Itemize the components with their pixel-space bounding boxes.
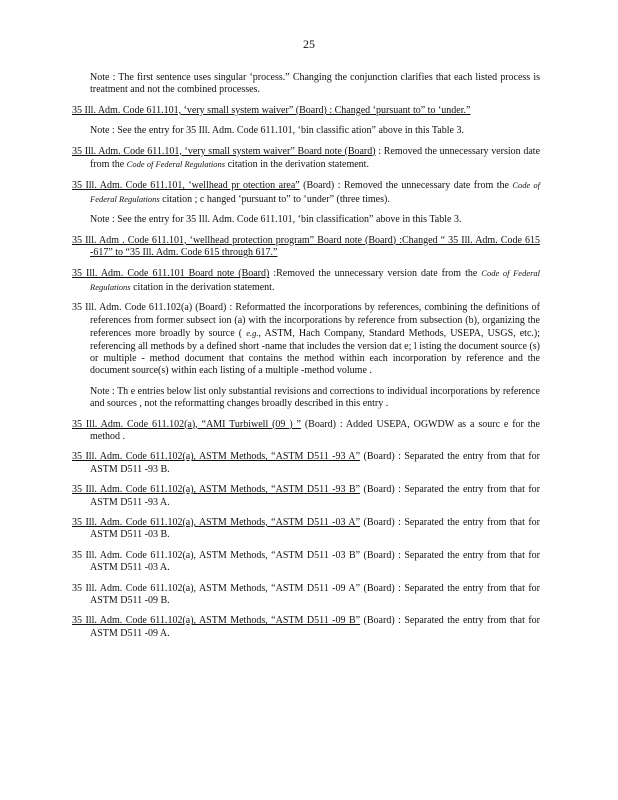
entry-paragraph [72, 550, 540, 575]
entry-paragraph [72, 235, 540, 260]
text-run: 35 Ill. Adm. Code 611.102(a) (Board) : Reformatted the incorporations by references, combining the definitions of references from former subsect ion (a) with the incorporations by reference from subsection (b), organizing the references more broadly by source ( [72, 302, 540, 340]
text-run: Note : See the entry for 35 Ill. Adm. Code 611.101, ‘bin classification” above in this Table 3. [90, 214, 462, 226]
italic-citation: Code of Federal Regulations [90, 180, 540, 204]
text-run: 35 Ill. Adm. Code 611.102(a), ASTM Methods, “ASTM D511 -09 A” (Board) : Separated the entry from that for ASTM D511 -09 B. [72, 582, 540, 606]
entry-paragraph [72, 484, 540, 509]
note-paragraph [72, 214, 540, 226]
entry-paragraph [72, 517, 540, 542]
underlined-entry-heading: 35 Ill. Adm. Code 611.101, ‘very small system waiver” (Board) : Changed ‘pursuant to” to ‘under.” [72, 104, 471, 116]
entry-paragraph [72, 105, 540, 117]
text-run: (Board) : Separated the entry from that for ASTM D511 -93 A. [90, 484, 540, 508]
note-paragraph [72, 386, 540, 411]
italic-citation: Code of Federal Regulations [126, 159, 226, 170]
underlined-entry-heading: 35 Ill. Adm. Code 611.102(a), ASTM Methods, “ASTM D511 -93 A” [72, 451, 361, 463]
underlined-entry-heading: 35 Ill. Adm. Code 611.102(a), ASTM Methods, “ASTM D511 -09 B” [72, 615, 361, 627]
entry-paragraph [72, 583, 540, 608]
underlined-entry-heading: 35 Ill. Adm. Code 611.102(a), “AMI Turbiwell (09 ) ” [72, 418, 301, 430]
entry-paragraph [72, 146, 540, 172]
underlined-entry-heading: 35 Ill. Adm. Code 611.101, ‘very small system waiver” Board note (Board) [72, 145, 376, 157]
text-run: (Board) : Separated the entry from that for ASTM D511 -09 A. [90, 615, 540, 639]
text-run: (Board) : Removed the unnecessary date from the [299, 180, 513, 192]
text-run: Note : See the entry for 35 Ill. Adm. Code 611.101, ‘bin classific ation” above in this Table 3. [90, 125, 464, 137]
text-run: , ASTM, Hach Company, Standard Methods, USEPA, USGS, etc.); referencing all methods by a defined short -name that includes the version dat e; l isting the document source (s) or multiple - method document that contains the method within each incorporation by reference and the document source(s) within each listing of a multiple -method volume . [90, 328, 540, 377]
underlined-entry-heading: 35 Ill. Adm. Code 611.101, ‘wellhead pr otection area” [72, 180, 300, 192]
page-number: 25 [303, 37, 315, 51]
note-paragraph [72, 125, 540, 137]
document-body [72, 72, 540, 648]
note-paragraph [72, 72, 540, 97]
underlined-entry-heading: 35 Ill. Adm. Code 611.102(a), ASTM Methods, “ASTM D511 -93 B” [72, 484, 361, 496]
underlined-entry-heading: 35 Ill. Adm. Code 611.101 Board note (Board) [72, 268, 270, 280]
italic-citation: Code of Federal Regulations [90, 268, 541, 292]
entry-paragraph [72, 451, 540, 476]
text-run: Note : The first sentence uses singular ‘process.” Changing the conjunction clarifies that each listed process is treatment and not the combined processes. [90, 72, 540, 96]
text-run: citation in the derivation statement. [225, 159, 369, 171]
underlined-entry-heading: 35 Ill. Adm. Code 611.102(a), ASTM Methods, “ASTM D511 -03 A” [72, 516, 361, 528]
underlined-entry-heading: 35 Ill. Adm . Code 611.101, ‘wellhead protection program” Board note (Board) :Changed “ 35 Ill. Adm. Code 615 -617” to “35 Ill. Adm. Code 615 through 617.” [72, 234, 540, 259]
entry-paragraph [72, 615, 540, 640]
text-run: citation ; c hanged ‘pursuant to” to ‘under” (three times). [159, 193, 390, 205]
entry-paragraph [72, 302, 540, 377]
text-run: Note : Th e entries below list only substantial revisions and corrections to individual incorporations by reference and sources , not the reformatting changes broadly described in this entry . [90, 385, 540, 410]
entry-paragraph [72, 179, 540, 206]
text-run: (Board) : Separated the entry from that for ASTM D511 -03 B. [90, 516, 540, 541]
text-run: :Removed the unnecessary version date from the [269, 268, 482, 280]
text-run: 35 Ill. Adm. Code 611.102(a), ASTM Methods, “ASTM D511 -03 B” (Board) : Separated the entry from that for ASTM D511 -03 A. [72, 549, 540, 574]
text-run: (Board) : Separated the entry from that for ASTM D511 -93 B. [90, 451, 540, 475]
entry-paragraph [72, 267, 540, 294]
text-run: citation in the derivation statement. [130, 281, 275, 293]
text-run: (Board) : Added USEPA, OGWDW as a sourc e for the method . [90, 418, 540, 442]
italic-citation: e.g. [246, 328, 259, 339]
entry-paragraph [72, 419, 540, 444]
text-run: : Removed the unnecessary version date from the [90, 145, 541, 171]
